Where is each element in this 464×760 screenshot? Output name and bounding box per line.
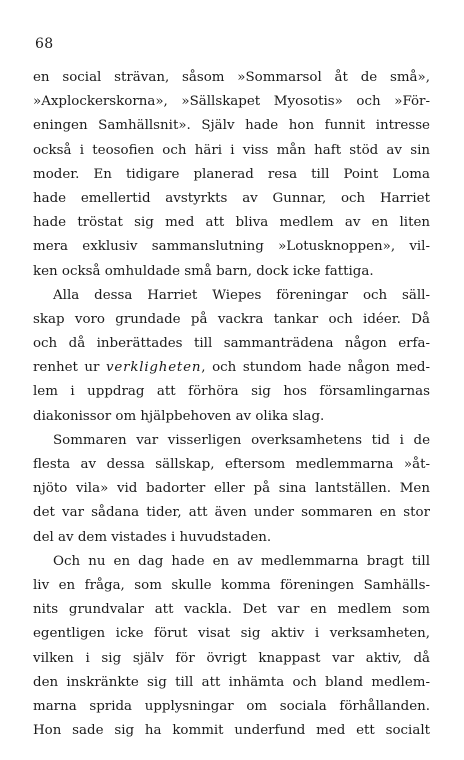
text-line: lem i uppdrag att förhöra sig hos församlingarnas bbox=[33, 384, 430, 400]
text-line: moder. En tidigare planerad resa till Point Loma bbox=[33, 166, 430, 182]
text-line: egentligen icke förut visat sig aktiv i verksamheten, bbox=[33, 626, 430, 642]
text-line: Hon sade sig ha kommit underfund med ett socialt bbox=[33, 723, 430, 739]
text-line: Och nu en dag hade en av medlemmarna bragt till bbox=[53, 553, 430, 569]
text-line: diakonissor om hjälpbehoven av olika slag. bbox=[33, 408, 325, 424]
emphasized-word: verkligheten bbox=[106, 360, 202, 376]
text-line: flesta av dessa sällskap, eftersom medlemmarna »åt- bbox=[33, 457, 430, 472]
text-line: vilken i sig själv för övrigt knappast var aktiv, då bbox=[33, 650, 430, 666]
text-line: eningen Samhällsnit». Själv hade hon funnit intresse bbox=[33, 118, 430, 134]
text-line: mera exklusiv sammanslutning »Lotusknoppen», vil- bbox=[33, 239, 430, 255]
text-line: också i teosofien och häri i viss mån haft stöd av sin bbox=[33, 142, 430, 158]
text-line: Sommaren var visserligen overksamhetens tid i de bbox=[53, 432, 430, 448]
text-line: marna sprida upplysningar om sociala förhållanden. bbox=[33, 698, 430, 714]
page-number: 68 bbox=[35, 36, 54, 52]
text-line: det var sådana tider, att även under sommaren en stor bbox=[33, 505, 430, 521]
text-line: den inskränkte sig till att inhämta och bland medlem- bbox=[33, 674, 430, 690]
text-line: ken också omhuldade små barn, dock icke fattiga. bbox=[33, 263, 374, 279]
text-line: Alla dessa Harriet Wiepes föreningar och säll- bbox=[53, 287, 430, 303]
text-line: och då inberättades till sammanträdena någon erfa- bbox=[33, 336, 430, 352]
text-line: del av dem vistades i huvudstaden. bbox=[33, 529, 272, 545]
text-line: njöto vila» vid badorter eller på sina lantställen. Men bbox=[33, 481, 430, 497]
text-line: hade emellertid avstyrkts av Gunnar, och Harriet bbox=[33, 190, 430, 206]
text-line: en social strävan, såsom »Sommarsol åt de små», bbox=[33, 70, 430, 85]
text-line: hade tröstat sig med att bliva medlem av en liten bbox=[33, 215, 430, 231]
text-line: »Axplockerskorna», »Sällskapet Myosotis» och »För- bbox=[33, 94, 430, 110]
text-line-with-emphasis bbox=[33, 356, 430, 380]
text-segment: , och stundom hade någon med- bbox=[201, 360, 430, 376]
text-segment: renhet ur bbox=[33, 360, 107, 376]
text-line: liv en fråga, som skulle komma föreningen Samhälls- bbox=[33, 577, 430, 593]
text-line: nits grundvalar att vackla. Det var en medlem som bbox=[33, 602, 430, 618]
text-line: skap voro grundade på vackra tankar och idéer. Då bbox=[33, 311, 430, 327]
body-text bbox=[33, 66, 430, 743]
